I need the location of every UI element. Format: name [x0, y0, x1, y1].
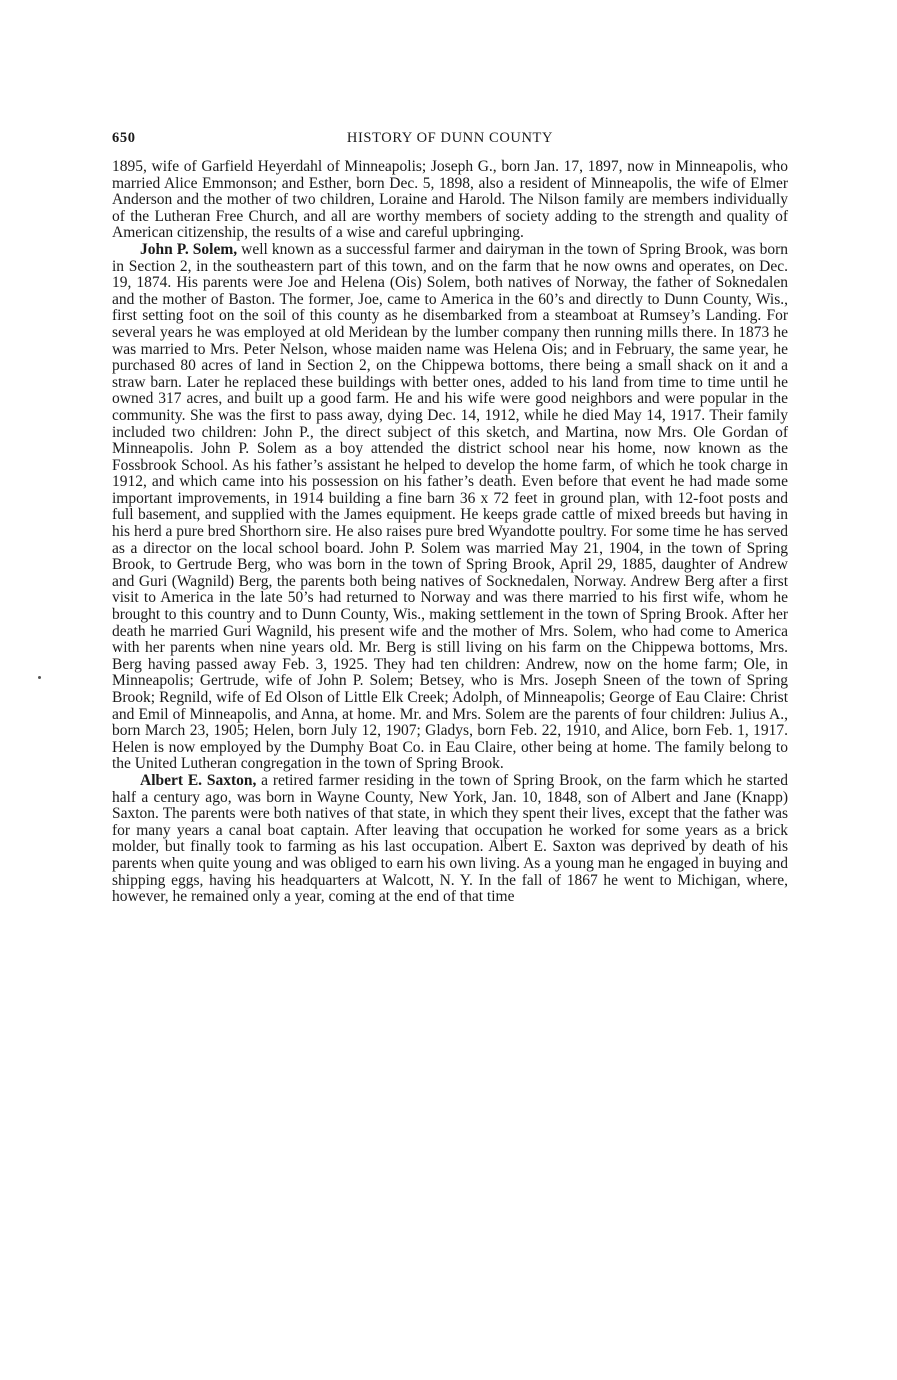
page-number: 650 [112, 130, 136, 146]
biography-subject-name: John P. Solem, [140, 240, 238, 258]
paragraph-text: a retired farmer residing in the town of Spring Brook, on the farm which he started half a century ago, was born in Wayne County, New York, Jan. 10, 1848, son of Albert and Jane (Knapp) Saxton. The parents were both natives of that state, in which they spent their lives, except that the father was for many years a canal boat captain. After leaving that occupation he worked for some years as a brick molder, but finally took to farming as his last occupation. Albert E. Saxton was deprived by death of his parents when quite young and was obliged to earn his own living. As a young man he engaged in buying and shipping eggs, having his headquarters at Walcott, N. Y. In the fall of 1867 he went to Michigan, where, however, he remained only a year, coming at the end of that time [112, 771, 788, 906]
running-title: HISTORY OF DUNN COUNTY [346, 130, 554, 146]
scan-speck [38, 676, 41, 679]
book-page [112, 130, 788, 906]
body-text [112, 159, 788, 906]
paragraph-text: well known as a successful farmer and dairyman in the town of Spring Brook, was born in Section 2, in the southeastern part of this town, and on the farm that he now owns and operates, on Dec. 19, 1874. His parents were Joe and Helena (Ois) Solem, both natives of Norway, the father of Soknedalen and the mother of Baston. The former, Joe, came to America in the 60’s and directly to Dunn County, Wis., first setting foot on the soil of this county as he disembarked from a steamboat at Rumsey’s Landing. For several years he was employed at old Meridean by the lumber company then running mills there. In 1873 he was married to Mrs. Peter Nelson, whose maiden name was Helena Ois; and in February, the same year, he purchased 80 acres of land in Section 2, on the Chippewa bottoms, there being a small shack on it and a straw barn. Later he replaced these buildings with better ones, added to his land from time to time until he owned 317 acres, and built up a good farm. He and his wife were good neighbors and were popular in the community. She was the first to pass away, dying Dec. 14, 1912, while he died May 14, 1917. Their family included two children: John P., the direct subject of this sketch, and Martina, now Mrs. Ole Gordan of Minneapolis. John P. Solem as a boy attended the district school near his home, now known as the Fossbrook School. As his father’s assistant he helped to develop the home farm, of which he took charge in 1912, and which came into his possession on his father’s death. Even before that event he had made some important improvements, in 1914 building a fine barn 36 x 72 feet in ground plan, with 12-foot posts and full basement, and supplied with the James equipment. He keeps grade cattle of mixed breeds but having in his herd a pure bred Shorthorn sire. He also raises pure bred Wyandotte poultry. For some time he has served as a director on the local school board. John P. Solem was married May 21, 1904, in the town of Spring Brook, to Gertrude Berg, who was born in the town of Spring Brook, April 29, 1885, daughter of Andrew and Guri (Wagnild) Berg, the parents both being natives of Socknedalen, Norway. Andrew Berg after a first visit to America in the late 50’s had returned to Norway and was there married to his first wife, whom he brought to this country and to Dunn County, Wis., making settlement in the town of Spring Brook. After her death he married Guri Wagnild, his present wife and the mother of Mrs. Solem, who had come to America with her parents when nine years old. Mr. Berg is still living on his farm on the Chippewa bottoms, Mrs. Berg having passed away Feb. 3, 1925. They had ten children: Andrew, now on the home farm; Ole, in Minneapolis; Gertrude, wife of John P. Solem; Betsey, who is Mrs. Joseph Sneen of the town of Spring Brook; Regnild, wife of Ed Olson of Little Elk Creek; Adolph, of Minneapolis; George of Eau Claire: Christ and Emil of Minneapolis, and Anna, at home. Mr. and Mrs. Solem are the parents of four children: Julius A., born March 23, 1905; Helen, born July 12, 1907; Gladys, born Feb. 22, 1910, and Alice, born Feb. 1, 1917. Helen is now employed by the Dumphy Boat Co. in Eau Claire, other being at home. The family belong to the United Lutheran congregation in the town of Spring Brook. [112, 240, 788, 773]
paragraph-text: 1895, wife of Garfield Heyerdahl of Minneapolis; Joseph G., born Jan. 17, 1897, now in Minneapolis, who married Alice Emmonson; and Esther, born Dec. 5, 1898, also a resident of Minneapolis, the wife of Elmer Anderson and the mother of two children, Loraine and Harold. The Nilson family are members individually of the Lutheran Free Church, and all are worthy members of society adding to the strength and quality of American citizenship, the results of a wise and careful upbringing. [112, 158, 788, 242]
biography-subject-name: Albert E. Saxton, [140, 771, 257, 789]
paragraph-albert-e-saxton [112, 773, 788, 906]
paragraph-john-p-solem [112, 242, 788, 773]
running-head [112, 130, 788, 152]
paragraph-nilson-continued [112, 159, 788, 242]
